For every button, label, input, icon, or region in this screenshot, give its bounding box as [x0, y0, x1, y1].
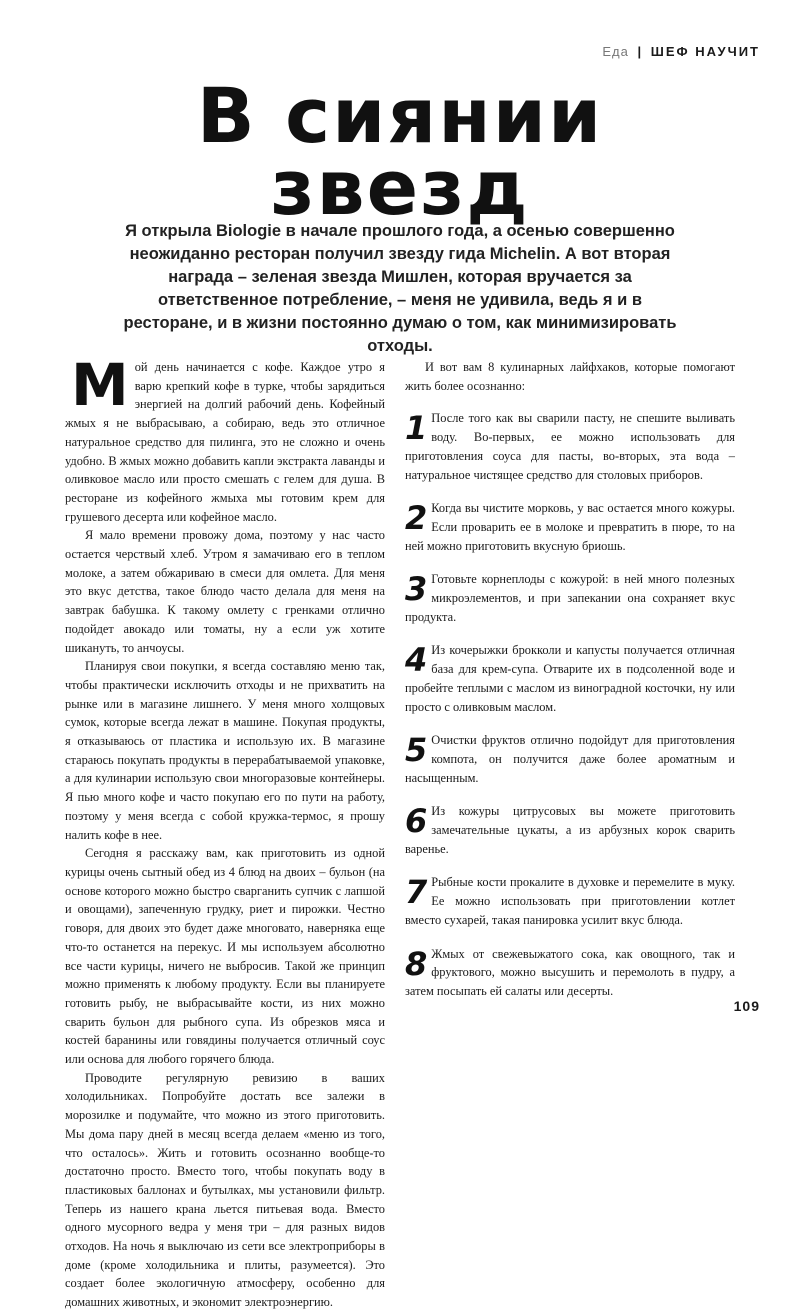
- tip-item: [405, 570, 735, 626]
- drop-cap: М: [71, 351, 129, 419]
- tip-text: Рыбные кости прокалите в духовке и перемелите в муку. Ее можно использовать при приготовлении котлет вместо сухарей, такая панировка усилит вкус блюда.: [405, 875, 735, 927]
- paragraph-5: Проводите регулярную ревизию в ваших холодильниках. Попробуйте достать все залежи в морозилке и подумайте, что можно из этого приготовить. Мы дома пару дней в месяц всегда делаем «меню из того, что осталось». Жить и готовить осознанно вообще-то достаточно просто. Вместо того, чтобы покупать воду в пластиковых баллонах и бутылках, мы установили фильтр. Теперь из нашего крана льется питьевая вода. Вместо одного мусорного ведра у меня три – для разных видов отходов. На ночь я выключаю из сети все электроприборы в доме (кроме холодильника и плиты, разумеется). Это создает более экологичную атмосферу, особенно для домашних животных, и экономит электроэнергию.: [65, 1070, 385, 1310]
- tip-item: [405, 802, 735, 858]
- paragraph-4: Сегодня я расскажу вам, как приготовить из одной курицы очень сытный обед из 4 блюд на двоих – бульон (на основе которого можно быстро сварганить супчик с лапшой и овощами), запеченную грудку, риет и пирожки. Честно говоря, для двоих это будет даже многовато, наверняка еще что-то останется на перекус. И мы используем абсолютно все части курицы, ничего не выбросив. Такой же принцип можно применять к любому продукту. Если вы планируете готовить рыбу, не выбрасывайте кости, из них можно сварить бульон для рыбного супа. Из обрезков мяса и костей баранины или говядины получается отличный соус или основа для любого горячего блюда.: [65, 846, 385, 1067]
- tip-item: [405, 499, 735, 555]
- tip-number: 7: [405, 873, 428, 912]
- tip-text: Из кочерыжки брокколи и капусты получается отличная база для крем-супа. Отварите их в подсоленной воде и пробейте теплыми с маслом из виноградной косточки, ну или просто с оливковым маслом.: [405, 643, 735, 714]
- tip-text: Жмых от свежевыжатого сока, как овощного, так и фруктового, можно высушить и перемолоть в пудру, а затем посыпать ей салаты или десерты.: [405, 946, 735, 998]
- paragraph-6: И вот вам 8 кулинарных лайфхаков, которые помогают жить более осознанно:: [405, 360, 735, 393]
- tip-number: 2: [405, 499, 428, 538]
- section-label: Еда: [602, 44, 629, 59]
- tip-text: Очистки фруктов отлично подойдут для приготовления компота, он получится даже более ароматным и насыщенным.: [405, 733, 735, 785]
- tip-text: Готовьте корнеплоды с кожурой: в ней много полезных микроэлементов, и при запекании она сохраняет вкус продукта.: [405, 572, 735, 624]
- tip-number: 1: [405, 409, 428, 448]
- tip-number: 5: [405, 731, 428, 770]
- title-line-1: В сиянии: [196, 71, 604, 160]
- article-title: [0, 71, 800, 232]
- tip-text: Из кожуры цитрусовых вы можете приготовить замечательные цукаты, а из арбузных корок сварить варенье.: [405, 804, 735, 856]
- tips-list: [405, 409, 735, 1000]
- tip-item: [405, 409, 735, 484]
- tip-item: [405, 945, 735, 1001]
- tip-number: 4: [405, 641, 428, 680]
- title-line-2: звезд: [270, 143, 530, 232]
- article-lead: Я открыла Biologie в начале прошлого года, а осенью совершенно неожиданно ресторан получил звезду гида Michelin. А вот вторая награда – зеленая звезда Мишлен, которая вручается за ответственное потребление, – меня не удивила, ведь я и в ресторане, и в жизни постоянно думаю о том, как минимизировать отходы.: [123, 222, 677, 355]
- paragraph-2: Я мало времени провожу дома, поэтому у нас часто остается черствый хлеб. Утром я замачиваю его в теплом молоке, а затем обжариваю в смеси для омлета. Для меня это вкус детства, такое блюдо часто делала для меня на завтрак бабушка. К такому омлету с гренками отлично подойдет авокадо или томаты, ну а если уж хотите шикануть, то анчоусы.: [65, 528, 385, 655]
- right-column: [405, 358, 735, 1016]
- tip-item: [405, 641, 735, 716]
- rubric-name: ШЕФ НАУЧИТ: [650, 44, 760, 59]
- left-column: [65, 351, 385, 1312]
- page-number: 109: [733, 998, 760, 1014]
- tip-number: 6: [405, 802, 428, 841]
- section-rubric: [602, 44, 760, 59]
- paragraph-1: [65, 351, 385, 526]
- tip-item: [405, 873, 735, 929]
- paragraph-3: Планируя свои покупки, я всегда составляю меню так, чтобы практически исключить отходы и не прихватить на рынке или в магазине лишнего. У меня много холщовых сумок, которые всегда лежат в машине. Покупая продукты, я отказываюсь от пластика и использую их. В магазине стараюсь покупать продукты в перерабатываемой упаковке, а для кулинарии использую свои многоразовые контейнеры. Я пью много кофе и часто покупаю его по пути на работу, поэтому у меня всегда с собой кружка-термос, я прошу налить кофе в нее.: [65, 659, 385, 842]
- tip-text: Когда вы чистите морковь, у вас остается много кожуры. Если проварить ее в молоке и превратить в пюре, то на ней можно приготовить вкусную бриошь.: [405, 501, 735, 553]
- paragraph-1-text: ой день начинается с кофе. Каждое утро я варю крепкий кофе в турке, чтобы зарядиться энергией на долгий рабочий день. Кофейный жмых я не выбрасываю, а собираю, ведь это отличное натуральное средство для пилинга, это не сложно и очень удобно. В жмых можно добавить капли экстракта лаванды и оливковое масло или просто смешать с гелем для душа. В ресторане из кофейного жмыха мы готовим крем для грушевого десерта или кофейное масло.: [65, 360, 385, 524]
- tip-number: 3: [405, 570, 428, 609]
- tip-item: [405, 731, 735, 787]
- rubric-separator: |: [637, 44, 643, 59]
- tip-text: После того как вы сварили пасту, не спешите выливать воду. Во-первых, ее можно использовать для приготовления соуса для пасты, во-вторых, эта вода – натуральное чистящее средство для столовых приборов.: [405, 411, 735, 482]
- tip-number: 8: [405, 944, 428, 983]
